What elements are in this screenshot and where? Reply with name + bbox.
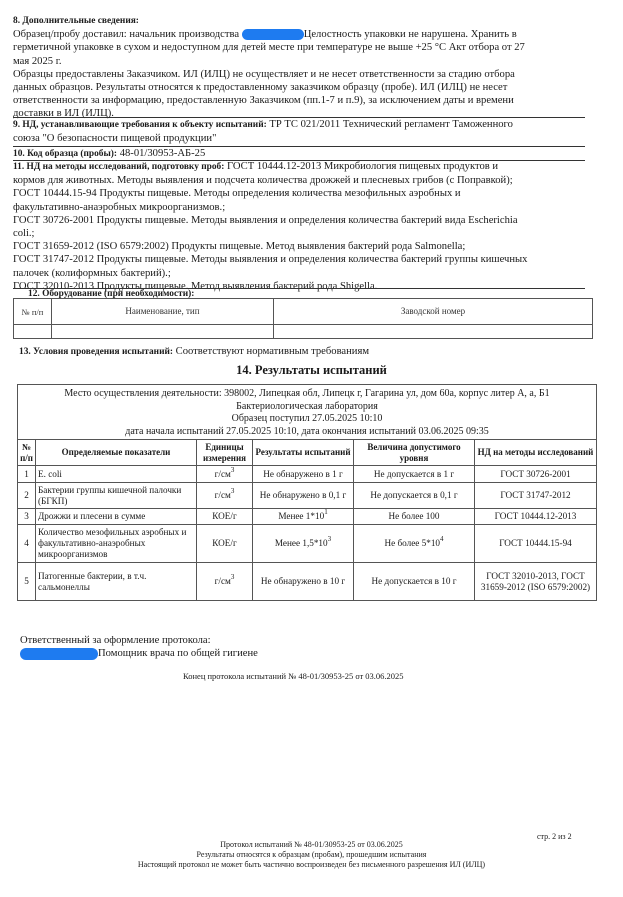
end-of-protocol: Конец протокола испытаний № 48-01/30953-25 от 03.06.2025 <box>183 671 404 681</box>
row-indicator: Патогенные бактерии, в т.ч. сальмонеллы <box>36 563 197 601</box>
equip-col-serial: Заводской номер <box>274 299 593 325</box>
results-header-info <box>18 385 597 440</box>
sample-received: Образец поступил 27.05.2025 10:10 <box>231 413 383 424</box>
col-indicator: Определяемые показатели <box>36 440 197 466</box>
row-result: Не обнаружено в 1 г <box>253 466 354 483</box>
redacted-name <box>242 29 304 40</box>
col-limit: Величина допустимого уровня <box>354 440 475 466</box>
footer-copyright: Настоящий протокол не может быть частично воспроизведен без письменного разрешения ИЛ (ИЛЦ) <box>137 860 486 869</box>
delivered-by-line: Образец/пробу доставил: начальник производства Целостность упаковки не нарушена. Хранить в <box>13 29 517 41</box>
row-indicator: E. coli <box>36 466 197 483</box>
method-line: ГОСТ 31747-2012 Продукты пищевые. Методы выявления и определения количества бактерий группы кишечных <box>13 254 528 266</box>
results-table <box>17 384 597 601</box>
row-limit: Не более 100 <box>354 509 475 525</box>
table-row <box>18 525 597 563</box>
row-num: 5 <box>18 563 36 601</box>
lab-name: Бактериологическая лаборатория <box>236 400 378 412</box>
method-line: ГОСТ 10444.15-94 Продукты пищевые. Методы определения количества мезофильных аэробных и <box>13 188 461 200</box>
equip-col-name: Наименование, тип <box>52 299 274 325</box>
row-result: Менее $1*10^1$ <box>253 509 354 525</box>
row-limit: Не более $5*10^4$ <box>354 525 475 563</box>
row-method: ГОСТ 32010-2013, ГОСТ 31659-2012 (ISO 6579:2002) <box>475 563 597 601</box>
table-row <box>18 466 597 483</box>
method-line: ГОСТ 32010-2013 Продукты пищевые. Метод выявления бактерий рода Shigella. <box>13 280 378 292</box>
results-title: 14. Результаты испытаний <box>236 363 387 377</box>
section-9-text-cont: союза "О безопасности пищевой продукции" <box>13 133 217 145</box>
row-limit: Не допускается в 10 г <box>354 563 475 601</box>
row-unit: $г/см^3$ <box>197 483 253 509</box>
test-place: Место осуществления деятельности: 398002, Липецкая обл, Липецк г, Гагарина ул, дом 60а, корпус литер А, а, Б1 <box>64 388 550 399</box>
disclaimer-line-3: ответственности за информацию, предоставленную Заказчиком (пп.1-7 и п.9), за исключением даты и времени <box>13 95 514 107</box>
signature-block <box>20 634 258 660</box>
footer-protocol: Протокол испытаний № 48-01/30953-25 от 03.06.2025 <box>220 840 403 849</box>
method-line: факультативно-анаэробных микроорганизмов.; <box>13 201 226 213</box>
row-result: Не обнаружено в 10 г <box>253 563 354 601</box>
row-unit: $г/см^3$ <box>197 563 253 601</box>
section-requirements <box>13 118 585 145</box>
disclaimer-line-2: данных образцов. Результаты относятся к предоставленному заказчиком образцу (пробе). ИЛ (ИЛЦ) не несет <box>13 82 508 94</box>
row-method: ГОСТ 10444.12-2013 <box>475 509 597 525</box>
section-8-heading: 8. Дополнительные сведения: <box>13 16 139 26</box>
table-row <box>18 563 597 601</box>
method-line: ГОСТ 30726-2001 Продукты пищевые. Методы выявления и определения количества бактерий вида Escherichia <box>13 214 518 226</box>
section-13-heading: 13. Условия проведения испытаний: <box>19 347 173 357</box>
row-num: 3 <box>18 509 36 525</box>
disclaimer-line-4: доставки в ИЛ (ИЛЦ). <box>13 108 114 120</box>
equip-cell <box>274 325 593 339</box>
method-line: кормов для животных. Методы выявления и подсчета количества дрожжей и плесневых грибов (с Поправкой); <box>13 175 513 187</box>
page-number: стр. 2 из 2 <box>537 832 572 841</box>
row-unit: КОЕ/г <box>197 525 253 563</box>
row-method: ГОСТ 10444.15-94 <box>475 525 597 563</box>
method-line: палочек (колиформных бактерий).; <box>13 267 171 279</box>
row-method: ГОСТ 31747-2012 <box>475 483 597 509</box>
col-result: Результаты испытаний <box>253 440 354 466</box>
redacted-signatory <box>20 648 98 660</box>
storage-line: герметичной упаковке в сухом и недоступном для детей месте при температуре не выше +25 °С Акт отбора от 27 <box>13 42 525 54</box>
row-limit: Не допускается в 0,1 г <box>354 483 475 509</box>
row-unit: КОЕ/г <box>197 509 253 525</box>
col-num: № п/п <box>18 440 36 466</box>
signature-label: Ответственный за оформление протокола: <box>20 635 211 646</box>
row-method: ГОСТ 30726-2001 <box>475 466 597 483</box>
method-line: coli.; <box>13 228 35 240</box>
col-method: НД на методы исследований <box>475 440 597 466</box>
sample-code-value: 48-01/30953-АБ-25 <box>117 148 206 159</box>
section-9-heading: 9. НД, устанавливающие требования к объекту испытаний: <box>13 120 267 130</box>
section-10-heading: 10. Код образца (пробы): <box>13 149 118 159</box>
disclaimer-line-1: Образцы предоставлены Заказчиком. ИЛ (ИЛЦ) не осуществляет и не несет ответственности за стадию отбора <box>13 68 515 80</box>
row-result: Менее $1,5*10^3$ <box>253 525 354 563</box>
footer-note: Результаты относятся к образцам (пробам), прошедшим испытания <box>196 850 427 859</box>
section-conditions <box>19 345 591 359</box>
equip-col-num: № п/п <box>14 299 52 325</box>
row-result: Не обнаружено в 0,1 г <box>253 483 354 509</box>
signatory-position: Помощник врача по общей гигиене <box>98 648 258 660</box>
table-row <box>18 483 597 509</box>
conditions-value: Соответствуют нормативным требованиям <box>173 346 370 357</box>
method-line: ГОСТ 31659-2012 (ISO 6579:2002) Продукты пищевые. Метод выявления бактерий рода Salmonella; <box>13 241 466 253</box>
section-9-text: ТР ТС 021/2011 Технический регламент Таможенного <box>266 119 513 130</box>
row-indicator: Количество мезофильных аэробных и факультативно-анаэробных микроорганизмов <box>36 525 197 563</box>
row-unit: $г/см^3$ <box>197 466 253 483</box>
footer <box>0 840 623 870</box>
table-row <box>18 509 597 525</box>
test-dates: дата начала испытаний 27.05.2025 10:10, дата окончания испытаний 03.06.2025 09:35 <box>125 425 489 437</box>
row-num: 2 <box>18 483 36 509</box>
col-units: Единицы измерения <box>197 440 253 466</box>
row-limit: Не допускается в 1 г <box>354 466 475 483</box>
section-11-heading: 11. НД на методы исследований, подготовку проб: <box>13 162 225 172</box>
row-indicator: Дрожжи и плесени в сумме <box>36 509 197 525</box>
equip-cell <box>14 325 52 339</box>
section-12-heading: 12. Оборудование (при необходимости): <box>28 289 195 299</box>
row-num: 1 <box>18 466 36 483</box>
date-line: мая 2025 г. <box>13 55 62 67</box>
equip-cell <box>52 325 274 339</box>
section-additional-info <box>13 15 585 121</box>
equipment-table <box>13 298 593 339</box>
row-num: 4 <box>18 525 36 563</box>
row-indicator: Бактерии группы кишечной палочки (БГКП) <box>36 483 197 509</box>
section-methods: 11. НД на методы исследований, подготовку проб: ГОСТ 10444.12-2013 Микробиология пищевых продуктов и кормов для животных. Методы выявления и подсчета количества дрожжей и плесневых грибов (с Поправкой); ГОСТ 10444.15-94 Продукты пищевые. Методы определения количества мезофильных аэробных и факультативно-анаэробных микроорганизмов.; ГОСТ 30726-2001 Продукты пищевые. Методы выявления и определения количества бактерий вида Escherichia coli.; ГОСТ 31659-2012 (ISO 6579:2002) Продукты пищевые. Метод выявления бактерий рода Salmonella; ГОСТ 31747-2012 Продукты пищевые. Методы выявления и определения количества бактерий группы кишечных палочек (колиформных бактерий).; ГОСТ 32010-2013 Продукты пищевые. Метод выявления бактерий рода Shigella. <box>13 160 585 293</box>
